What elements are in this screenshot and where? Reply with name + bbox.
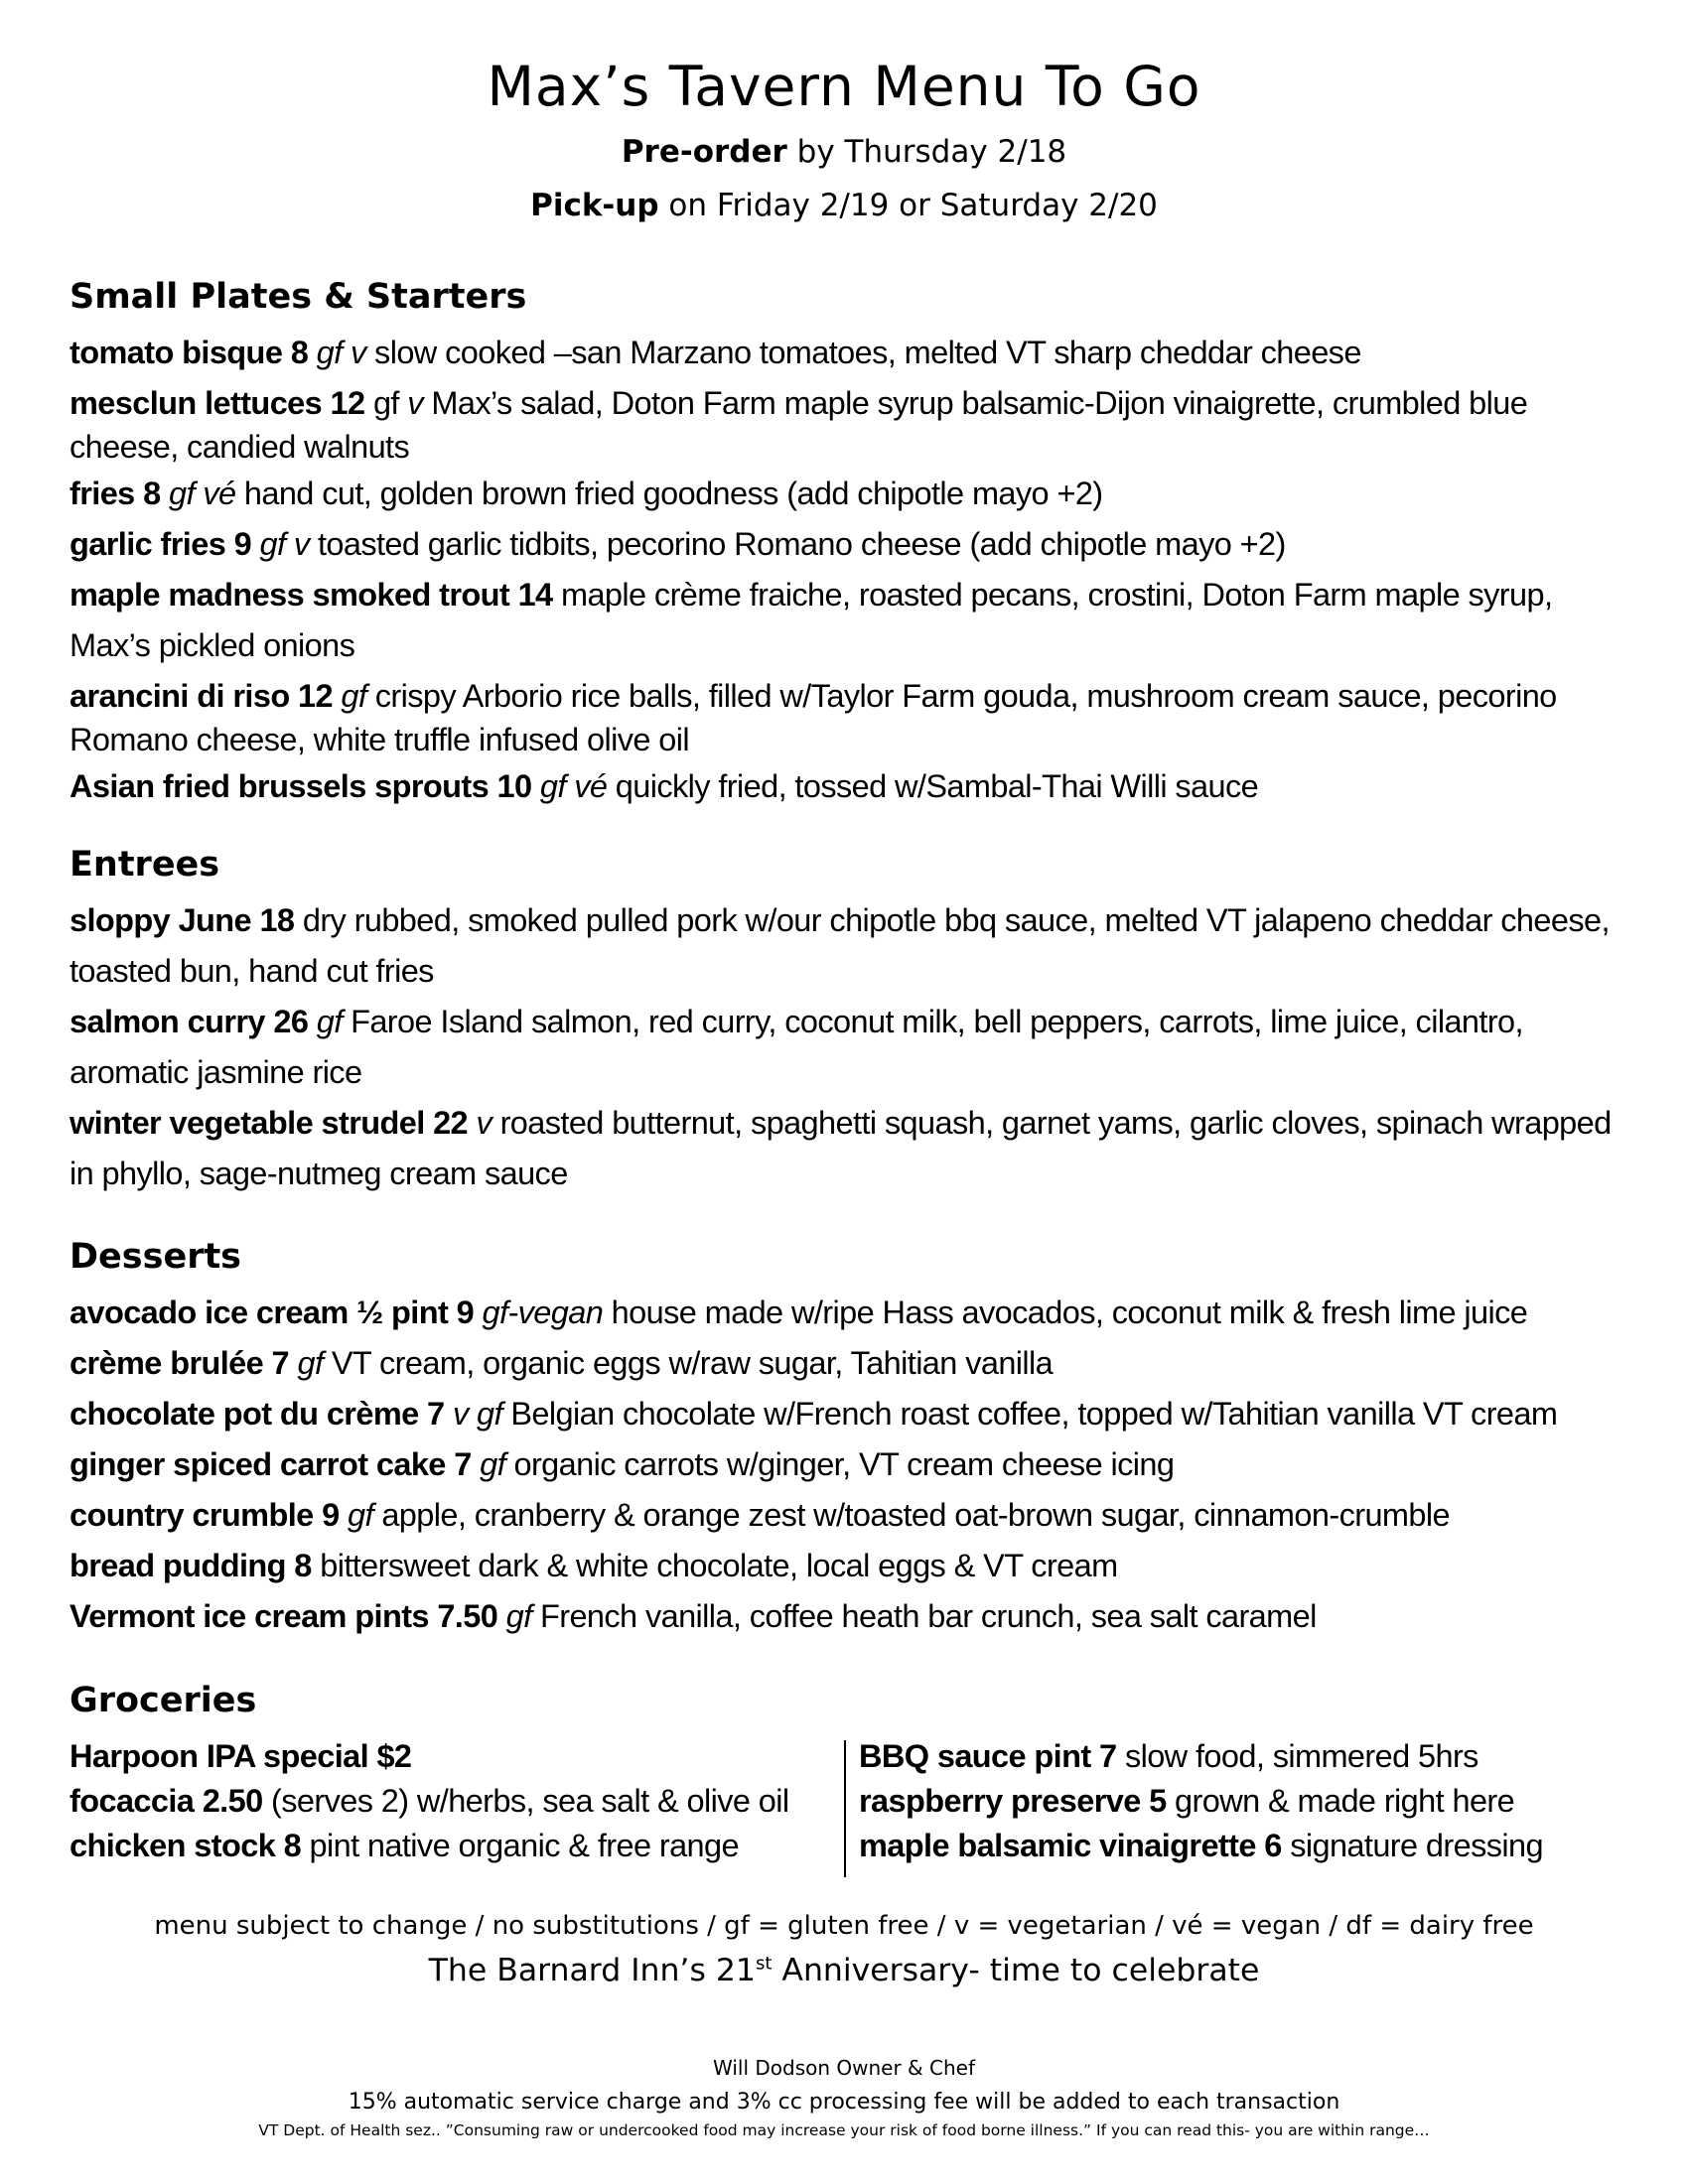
preorder-label: Pre-order [621, 134, 787, 170]
pickup-dates: on Friday 2/19 or Saturday 2/20 [658, 188, 1158, 223]
item-name: chicken stock 8 [70, 1828, 310, 1863]
item-description: slow food, simmered 5hrs [1124, 1738, 1478, 1774]
desserts-list [70, 1288, 1638, 1642]
anniversary-line [0, 1946, 1688, 1995]
menu-item [70, 570, 1638, 671]
grocery-item [70, 1734, 824, 1779]
item-name: ginger spiced carrot cake 7 [70, 1446, 481, 1482]
item-description: Faroe Island salmon, red curry, coconut milk, bell peppers, carrots, lime juice, cilantro, aromatic jasmine rice [70, 1004, 1523, 1090]
grocery-item [70, 1824, 824, 1868]
item-description: VT cream, organic eggs w/raw sugar, Tahitian vanilla [331, 1345, 1054, 1381]
item-name: crème brulée 7 [70, 1345, 298, 1381]
item-diet-tags: gf v [259, 526, 318, 562]
item-description: crispy Arborio rice balls, filled w/Taylor Farm gouda, mushroom cream sauce, pecorino Romano cheese, white truffle infused olive oil [70, 678, 1557, 757]
item-name: maple balsamic vinaigrette 6 [859, 1828, 1291, 1863]
menu-item [70, 1288, 1638, 1338]
anniversary-text: The Barnard Inn’s 21 [428, 1953, 756, 1988]
section-title-groceries: Groceries [70, 1681, 257, 1720]
item-diet-tags: gf [297, 1345, 332, 1381]
item-description: apple, cranberry & orange zest w/toasted oat-brown sugar, cinnamon-crumble [381, 1497, 1450, 1533]
item-description: quickly fried, tossed w/Sambal-Thai Willi sauce [615, 768, 1259, 804]
small-plates-list [70, 328, 1638, 812]
item-description: slow cooked –san Marzano tomatoes, melted VT sharp cheddar cheese [374, 335, 1361, 370]
item-name: arancini di riso 12 [70, 678, 342, 714]
menu-item [70, 1439, 1638, 1490]
item-diet-tags: gf [480, 1446, 514, 1482]
item-name: fries 8 [70, 476, 169, 511]
health-disclaimer: VT Dept. of Health sez.. ”Consuming raw or undercooked food may increase your risk of food borne illness.” If you can read this- you are within range… [258, 2121, 1430, 2139]
item-description: pint native organic & free range [309, 1828, 739, 1863]
pickup-label: Pick-up [530, 188, 659, 223]
section-title-desserts: Desserts [70, 1237, 242, 1277]
item-name: chocolate pot du crème 7 [70, 1396, 453, 1432]
item-description: dry rubbed, smoked pulled pork w/our chipotle bbq sauce, melted VT jalapeno cheddar cheese, toasted bun, hand cut fries [70, 902, 1610, 989]
item-description: toasted garlic tidbits, pecorino Romano cheese (add chipotle mayo +2) [317, 526, 1286, 562]
item-description: hand cut, golden brown fried goodness (add chipotle mayo +2) [243, 476, 1103, 511]
menu-item [70, 895, 1638, 997]
item-description: house made w/ripe Hass avocados, coconut milk & fresh lime juice [611, 1295, 1528, 1330]
item-name: Asian fried brussels sprouts 10 [70, 768, 540, 804]
menu-item [70, 381, 1638, 469]
column-divider [844, 1740, 846, 1877]
item-diet-tags: gf [341, 678, 375, 714]
item-description: maple crème fraiche, roasted pecans, crostini, Doton Farm maple syrup, Max’s pickled onions [70, 577, 1553, 663]
item-diet-tags: gf vé [168, 476, 244, 511]
groceries-left-column [70, 1734, 824, 1868]
item-diet-tags: gf v [316, 335, 375, 370]
item-diet-tags: v gf [452, 1396, 511, 1432]
item-name: focaccia 2.50 [70, 1783, 271, 1819]
item-name: avocado ice cream ½ pint 9 [70, 1295, 483, 1330]
item-name: Vermont ice cream pints 7.50 [70, 1598, 506, 1634]
grocery-item [70, 1779, 824, 1824]
item-description: signature dressing [1290, 1828, 1543, 1863]
grocery-item [859, 1779, 1614, 1824]
menu-item [70, 997, 1638, 1098]
item-description: bittersweet dark & white chocolate, local eggs & VT cream [320, 1548, 1118, 1583]
item-diet-tags: gf-vegan [482, 1295, 612, 1330]
grocery-item [859, 1734, 1614, 1779]
entrees-list [70, 895, 1638, 1199]
item-description: organic carrots w/ginger, VT cream cheese icing [513, 1446, 1175, 1482]
item-description: Max’s salad, Doton Farm maple syrup balsamic-Dijon vinaigrette, crumbled blue cheese, candied walnuts [70, 385, 1528, 465]
item-description: (serves 2) w/herbs, sea salt & olive oil [271, 1783, 789, 1819]
item-description: French vanilla, coffee heath bar crunch, sea salt caramel [539, 1598, 1317, 1634]
preorder-line [0, 129, 1688, 175]
diet-legend: menu subject to change / no substitutions / gf = gluten free / v = vegetarian / vé = vegan / df = dairy free [154, 1911, 1534, 1941]
section-title-small-plates: Small Plates & Starters [70, 277, 527, 317]
item-diet-tags: gf [505, 1598, 540, 1634]
item-name: maple madness smoked trout 14 [70, 577, 561, 613]
groceries-right-column [859, 1734, 1614, 1868]
pickup-line [0, 183, 1688, 228]
item-diet-tags: gf vé [539, 768, 616, 804]
menu-item [70, 519, 1638, 570]
item-name: sloppy June 18 [70, 902, 303, 938]
item-name: bread pudding 8 [70, 1548, 321, 1583]
ordinal-suffix: st [755, 1953, 773, 1975]
menu-item [70, 1098, 1638, 1199]
item-diet-tags: gf [347, 1497, 382, 1533]
preorder-date: by Thursday 2/18 [786, 134, 1067, 170]
item-name: winter vegetable strudel 22 [70, 1105, 477, 1141]
menu-item [70, 1591, 1638, 1642]
menu-item [70, 1389, 1638, 1439]
item-name: country crumble 9 [70, 1497, 348, 1533]
menu-item [70, 1541, 1638, 1591]
menu-title: Max’s Tavern Menu To Go [487, 55, 1201, 118]
menu-item [70, 469, 1638, 519]
item-description: grown & made right here [1175, 1783, 1515, 1819]
menu-item [70, 761, 1638, 812]
menu-item [70, 328, 1638, 378]
item-name: salmon curry 26 [70, 1004, 317, 1039]
item-name: raspberry preserve 5 [859, 1783, 1176, 1819]
item-name: mesclun lettuces 12 [70, 385, 373, 421]
item-name: tomato bisque 8 [70, 335, 317, 370]
service-fee-note: 15% automatic service charge and 3% cc processing fee will be added to each transaction [348, 2090, 1340, 2115]
item-diet-tags: gf [372, 385, 408, 421]
section-title-entrees: Entrees [70, 845, 220, 885]
item-description: roasted butternut, spaghetti squash, garnet yams, garlic cloves, spinach wrapped in phyllo, sage-nutmeg cream sauce [70, 1105, 1612, 1191]
item-name: Harpoon IPA special $2 [70, 1738, 412, 1774]
item-diet-tags: v [476, 1105, 500, 1141]
menu-item [70, 1338, 1638, 1389]
menu-item [70, 1490, 1638, 1541]
item-diet-tags: gf [316, 1004, 352, 1039]
grocery-item [859, 1824, 1614, 1868]
anniversary-text-end: Anniversary- time to celebrate [772, 1953, 1260, 1988]
chef-credit: Will Dodson Owner & Chef [713, 2056, 975, 2080]
item-name: garlic fries 9 [70, 526, 260, 562]
item-description: Belgian chocolate w/French roast coffee, topped w/Tahitian vanilla VT cream [510, 1396, 1558, 1432]
item-name: BBQ sauce pint 7 [859, 1738, 1125, 1774]
item-diet-tags: v [407, 385, 432, 421]
menu-item [70, 674, 1638, 761]
